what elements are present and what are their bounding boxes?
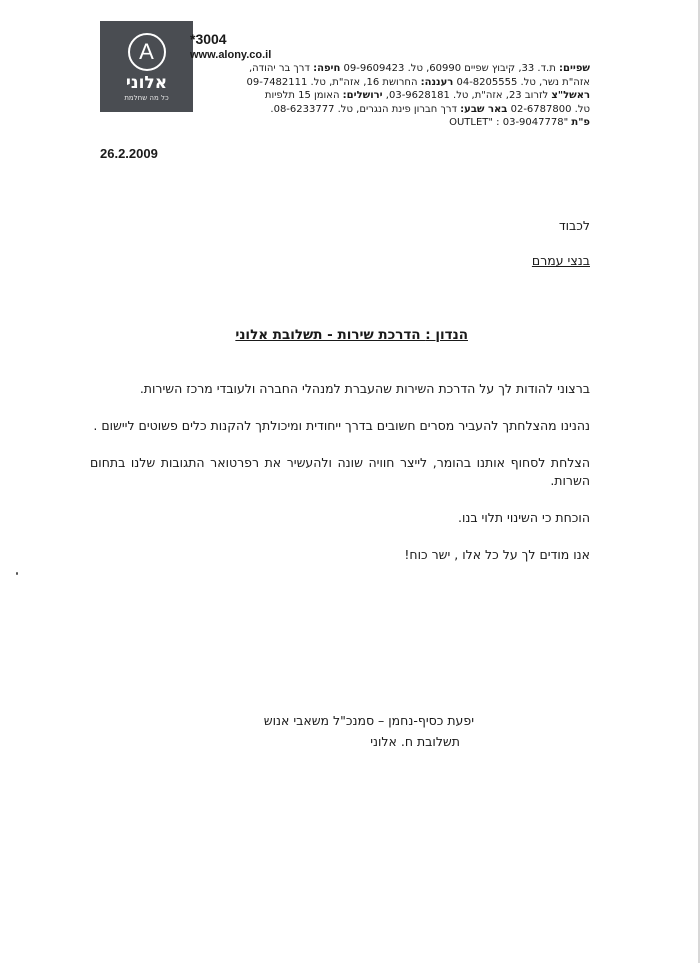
- signer-company: תשלובת ח. אלוני: [370, 734, 460, 749]
- address-line: ראשל"צ לזרוב 23, אזה"ת, טל. 03-9628181, ירושלים: האומן 15 תלפיות: [264, 90, 590, 101]
- signer-name-title: יפעת כסיף-נחמן – סמנכ"ל משאבי אנוש: [263, 713, 474, 728]
- subject-text: הדרכת שירות - תשלובת אלוני: [235, 327, 426, 343]
- website: www.alony.co.il: [190, 49, 272, 61]
- body-paragraph: אנו מודים לך על כל אלו , ישר כוח!: [404, 547, 590, 562]
- address-line: פ"ת "OUTLET" : 03-9047778: [449, 117, 590, 128]
- letter-body: [90, 380, 590, 583]
- recipient-name: בנצי עמרם: [531, 253, 590, 268]
- address-line: טל. 02-6787800 באר שבע: דרך חברון פינת הנגרים, טל. 08-6233777.: [270, 103, 590, 115]
- greeting: לכבוד: [558, 218, 590, 233]
- scan-speck: [16, 572, 18, 575]
- phone-code: *3004: [190, 31, 227, 47]
- signature-block: [264, 710, 474, 752]
- subject-label: הנדון :: [425, 327, 468, 343]
- body-paragraph: ברצוני להודות לך על הדרכת השירות שהעברת למנהלי החברה ולעובדי מרכז השירות.: [139, 381, 590, 396]
- body-paragraph: הוכחת כי השינוי תלוי בנו.: [457, 510, 590, 525]
- address-line: שפיים: ת.ד. 33, קיבוץ שפיים 60990, טל. 09-9609423 חיפה: דרך בר יהודה,: [248, 63, 590, 74]
- subject-line: [235, 327, 468, 343]
- logo-letter-mark: A: [128, 33, 166, 71]
- letter-date: 26.2.2009: [100, 146, 158, 161]
- letterhead-contacts: [190, 30, 590, 130]
- body-paragraph: הצלחת לסחוף אותנו בהומר, לייצר חוויה שונה ולהעשיר את רפרטואר התגובות שלנו בתחום השרות.: [90, 455, 590, 488]
- company-logo: [100, 21, 193, 112]
- logo-name: אלוני: [125, 73, 168, 93]
- address-line: אזה"ת נשר, טל. 04-8205555 רעננה: החרושת 16, אזה"ת, טל. 09-7482111: [246, 76, 590, 88]
- logo-tagline: כל מה שחלמת: [124, 93, 169, 102]
- body-paragraph: נהנינו מהצלחתך להעביר מסרים חשובים בדרך ייחודית ומיכולתך להקנות כלים פשוטים ליישום .: [93, 418, 590, 433]
